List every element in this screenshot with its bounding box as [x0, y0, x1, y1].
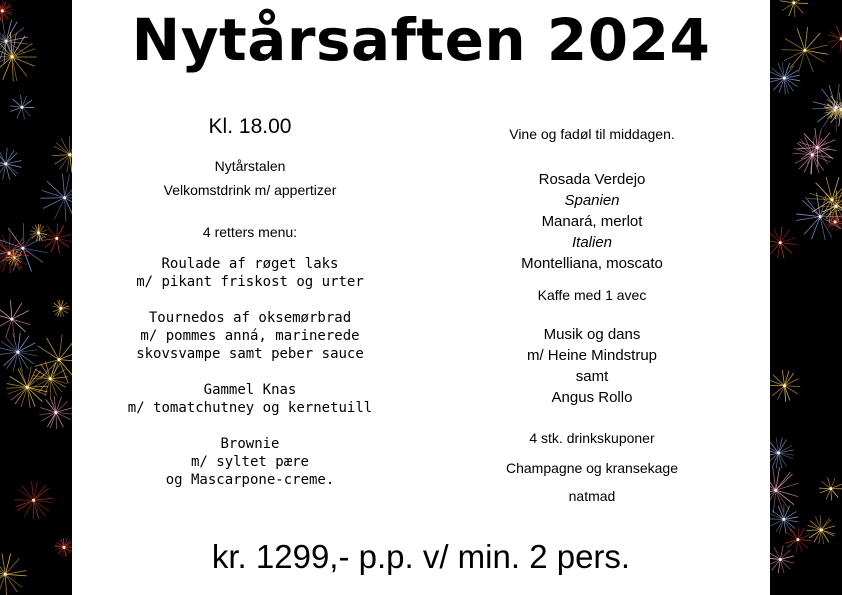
coffee-text: Kaffe med 1 avec: [537, 287, 647, 303]
firework-center: [63, 196, 66, 199]
firework-ray: [828, 35, 841, 39]
firework-ray: [5, 574, 26, 576]
firework-ray: [794, 3, 795, 17]
fireworks-left-pattern: [0, 1, 72, 595]
firework-center: [811, 153, 814, 156]
firework-center: [1, 9, 4, 12]
firework-ray: [57, 223, 58, 238]
firework-ray: [10, 300, 11, 319]
firework-ray: [59, 360, 68, 383]
fireworks-left-image: [0, 0, 72, 595]
night-food-text: natmad: [568, 488, 616, 504]
firework-ray: [12, 49, 35, 57]
firework-center: [783, 77, 786, 80]
firework-ray: [12, 43, 33, 57]
firework-ray: [796, 540, 798, 553]
firework-ray: [809, 530, 821, 538]
firework-center: [820, 528, 823, 531]
course-3-line-2: m/ tomatchutney og kernetuill: [127, 400, 373, 416]
firework-ray: [784, 78, 793, 91]
firework-ray: [9, 239, 23, 254]
firework-ray: [34, 500, 45, 516]
course-2-line-1: Tournedos af oksemørbrad: [148, 310, 352, 326]
wine-2-origin: Italien: [571, 234, 613, 251]
firework-center: [68, 153, 71, 156]
firework-ray: [796, 214, 820, 217]
firework-center: [834, 220, 837, 223]
firework-center: [792, 1, 795, 4]
music-line-3: samt: [575, 368, 609, 385]
firework-ray: [52, 155, 70, 156]
firework-ray: [805, 45, 828, 50]
firework-ray: [805, 33, 820, 50]
firework-ray: [21, 95, 22, 107]
firework-ray: [797, 28, 805, 50]
firework-ray: [811, 217, 820, 240]
course-4-line-3: og Mascarpone-creme.: [165, 472, 335, 488]
firework-ray: [9, 233, 10, 253]
firework-ray: [27, 386, 48, 387]
firework-ray: [32, 481, 34, 500]
firework-ray: [54, 198, 64, 220]
firework-ray: [4, 352, 18, 366]
firework-ray: [784, 50, 805, 60]
course-3-line-1: Gammel Knas: [203, 382, 297, 398]
course-1-line-2: m/ pikant friskost og urter: [136, 274, 364, 290]
firework-center: [774, 489, 777, 492]
time-text: Kl. 18.00: [208, 115, 292, 138]
firework-ray: [790, 529, 797, 540]
firework-ray: [46, 338, 58, 360]
firework-ray: [785, 38, 805, 50]
firework-ray: [50, 364, 60, 379]
price-text: kr. 1299,- p.p. v/ min. 2 pers.: [211, 538, 631, 575]
firework-center: [37, 231, 40, 234]
firework-center: [55, 237, 58, 240]
firework-ray: [840, 39, 841, 53]
champagne-text: Champagne og kransekage: [505, 460, 678, 476]
firework-center: [4, 573, 7, 576]
firework-ray: [782, 50, 805, 51]
firework-center: [777, 451, 780, 454]
firework-ray: [6, 160, 22, 163]
music-line-1: Musik og dans: [543, 326, 641, 343]
firework-ray: [9, 251, 29, 253]
firework-ray: [50, 379, 56, 396]
course-2-line-2: m/ pommes anná, marinerede: [140, 328, 360, 344]
firework-ray: [18, 352, 29, 369]
firework-ray: [774, 228, 781, 243]
firework-ray: [779, 438, 783, 453]
firework-center: [11, 55, 14, 58]
firework-ray: [65, 174, 70, 198]
firework-ray: [799, 155, 812, 169]
firework-ray: [50, 379, 51, 397]
firework-ray: [23, 228, 38, 248]
firework-center: [829, 487, 832, 490]
firework-ray: [59, 360, 72, 362]
firework-center: [54, 411, 57, 414]
firework-ray: [0, 149, 6, 163]
firework-ray: [798, 540, 811, 541]
fireworks-border-right: [770, 0, 842, 595]
music-line-2: m/ Heine Mindstrup: [526, 347, 658, 364]
event-text: Nytårstalen: [214, 158, 286, 174]
firework-ray: [5, 574, 22, 587]
firework-ray: [23, 223, 24, 248]
firework-ray: [831, 489, 839, 498]
firework-center: [16, 351, 19, 354]
firework-ray: [27, 387, 42, 401]
firework-center: [10, 318, 13, 321]
wine-2: Manará, merlot: [541, 213, 643, 230]
firework-ray: [785, 386, 798, 394]
firework-ray: [770, 243, 780, 249]
course-1-line-1: Roulade af røget laks: [161, 256, 339, 272]
firework-ray: [815, 128, 817, 147]
firework-ray: [21, 387, 27, 407]
firework-center: [830, 198, 833, 201]
fireworks-right-pattern: [770, 0, 842, 573]
firework-center: [49, 377, 52, 380]
firework-center: [779, 241, 782, 244]
firework-ray: [805, 50, 814, 72]
firework-center: [803, 49, 806, 52]
firework-ray: [796, 217, 820, 221]
firework-ray: [779, 78, 785, 93]
firework-center: [4, 162, 7, 165]
wine-3: Montelliana, moscato: [521, 255, 663, 272]
fireworks-border-left: [0, 0, 72, 595]
drink-coupons-text: 4 stk. drinkskuponer: [529, 430, 655, 446]
firework-ray: [38, 346, 59, 360]
course-4-line-1: Brownie: [220, 436, 280, 452]
firework-ray: [787, 533, 798, 540]
firework-ray: [5, 574, 6, 595]
firework-ray: [794, 0, 807, 3]
firework-ray: [831, 489, 832, 501]
firework-ray: [780, 238, 795, 243]
firework-center: [26, 386, 29, 389]
firework-ray: [770, 380, 785, 385]
course-2-line-3: skovsvampe samt peber sauce: [136, 346, 364, 362]
firework-ray: [820, 217, 825, 241]
firework-ray: [782, 370, 784, 386]
course-4-line-2: m/ syltet pære: [190, 454, 309, 470]
firework-center: [782, 518, 785, 521]
menu-heading: 4 retters menu:: [202, 224, 298, 240]
firework-center: [796, 538, 799, 541]
firework-ray: [770, 559, 780, 565]
wine-1-origin: Spanien: [564, 192, 620, 209]
firework-ray: [780, 1, 794, 3]
firework-ray: [780, 243, 796, 245]
firework-center: [21, 247, 24, 250]
firework-ray: [785, 386, 801, 387]
firework-ray: [54, 155, 69, 165]
firework-ray: [20, 368, 27, 388]
firework-center: [32, 499, 35, 502]
firework-ray: [804, 217, 820, 235]
firework-ray: [805, 27, 808, 50]
firework-ray: [817, 140, 835, 148]
firework-ray: [794, 3, 808, 4]
firework-ray: [65, 180, 72, 198]
firework-ray: [43, 198, 65, 209]
firework-center: [783, 384, 786, 387]
firework-center: [834, 106, 837, 109]
firework-ray: [773, 375, 784, 386]
firework-ray: [2, 553, 5, 574]
fireworks-right-image: [770, 0, 842, 595]
firework-center: [21, 106, 24, 109]
firework-center: [63, 546, 66, 549]
wine-intro-text: Vine og fadøl til middagen.: [509, 126, 675, 142]
wine-1: Rosada Verdejo: [538, 171, 646, 188]
page-title: Nytårsaften 2024: [131, 6, 711, 74]
firework-ray: [23, 236, 45, 248]
firework-ray: [65, 198, 66, 222]
firework-ray: [780, 243, 784, 259]
firework-ray: [34, 498, 53, 500]
firework-center: [779, 558, 782, 561]
firework-ray: [63, 174, 65, 198]
firework-ray: [794, 3, 804, 14]
firework-center: [8, 252, 11, 255]
firework-center: [57, 358, 60, 361]
firework-ray: [777, 386, 784, 400]
firework-ray: [56, 412, 57, 429]
firework-ray: [5, 574, 17, 592]
firework-ray: [27, 367, 31, 388]
firework-ray: [807, 530, 821, 531]
firework-ray: [780, 243, 792, 254]
music-line-4: Angus Rollo: [551, 389, 633, 406]
welcome-drink-text: Velkomstdrink m/ appertizer: [163, 182, 337, 198]
firework-center: [59, 307, 62, 310]
firework-ray: [772, 386, 784, 396]
